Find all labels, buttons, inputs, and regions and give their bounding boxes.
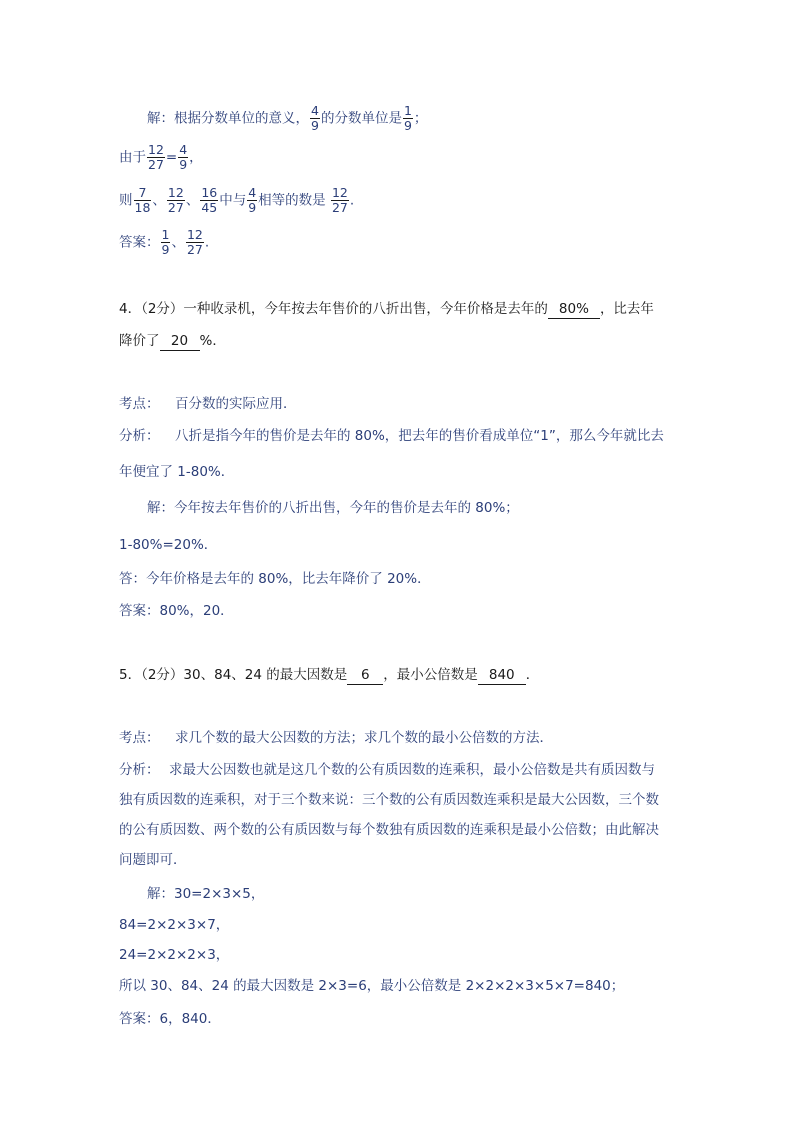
denominator: 9 xyxy=(161,242,170,257)
question-5 xyxy=(119,666,539,685)
text: 答案： xyxy=(119,234,160,251)
denominator: 9 xyxy=(248,200,257,215)
solution-line: 解：今年按去年售价的八折出售，今年的售价是去年的 80%； xyxy=(147,500,519,516)
denominator: 27 xyxy=(148,157,164,172)
fenxi-line: 的公有质因数、两个数的公有质因数与每个数独有质因数的连乘积是最小公倍数；由此解决 xyxy=(119,822,659,838)
text: 百分数的实际应用． xyxy=(175,396,297,412)
question-text: 降价了 xyxy=(119,333,160,349)
text: 八折是指今年的售价是去年的 80%，把去年的售价看成单位“1”，那么今年就比去 xyxy=(175,428,664,444)
fenxi-line: 独有质因数的连乘积，对于三个数来说：三个数的公有质因数连乘积是最大公因数，三个数 xyxy=(119,792,659,808)
kaodian-line xyxy=(119,729,553,747)
text: ； xyxy=(413,110,428,127)
question-text: 4．（2分）一种收录机，今年按去年售价的八折出售，今年价格是去年的 xyxy=(119,301,548,317)
answer-line xyxy=(119,228,209,257)
question-text: 5．（2分）30、84、24 的最大因数是 xyxy=(119,667,348,683)
fraction xyxy=(200,186,218,215)
numerator: 4 xyxy=(311,103,319,118)
denominator: 9 xyxy=(311,118,319,133)
denominator: 9 xyxy=(179,157,188,172)
solution-line xyxy=(119,143,203,172)
question-4 xyxy=(119,300,654,319)
numerator: 16 xyxy=(201,185,218,200)
numerator: 4 xyxy=(248,185,257,200)
text: . xyxy=(349,192,355,209)
text: 、 xyxy=(185,192,200,209)
question-text: ，最小公倍数是 xyxy=(383,667,478,683)
fraction xyxy=(403,104,413,133)
answer-blank: 80% xyxy=(548,300,600,319)
fraction xyxy=(186,228,204,257)
numerator: 1 xyxy=(161,227,170,242)
text: . xyxy=(204,234,210,251)
numerator: 12 xyxy=(186,227,203,242)
text: 则 xyxy=(119,192,133,209)
denominator: 45 xyxy=(201,200,218,215)
label: 考点： xyxy=(119,730,160,746)
fraction xyxy=(310,104,320,133)
denominator: 27 xyxy=(186,242,203,257)
fenxi-line xyxy=(119,761,655,779)
question-text: ． xyxy=(525,667,540,683)
numerator: 1 xyxy=(403,103,412,118)
calc-line: 所以 30、84、24 的最大因数是 2×3=6，最小公倍数是 2×2×2×3×5×7=840； xyxy=(119,978,625,994)
numerator: 4 xyxy=(179,142,188,157)
numerator: 12 xyxy=(148,142,164,157)
calc-line: 24=2×2×2×3， xyxy=(119,947,230,963)
answer-line: 答案：80%，20． xyxy=(119,603,234,619)
text: 、 xyxy=(152,192,166,209)
label: 考点： xyxy=(119,396,160,412)
fraction xyxy=(178,143,188,172)
fenxi-line: 年便宜了 1-80%． xyxy=(119,464,235,480)
answer-blank: 6 xyxy=(347,666,383,685)
numerator: 7 xyxy=(134,186,152,201)
fraction xyxy=(134,186,152,215)
numerator: 12 xyxy=(167,185,184,200)
solution-line xyxy=(119,186,354,215)
denominator: 27 xyxy=(167,200,184,215)
solution-line: 解：30=2×3×5， xyxy=(147,886,265,902)
text: 的分数单位是 xyxy=(320,110,402,127)
text: 由于 xyxy=(119,149,146,166)
numerator: 12 xyxy=(331,185,348,200)
text: 中与 xyxy=(219,192,247,209)
text: 求最大公因数也就是这几个数的公有质因数的连乘积，最小公倍数是共有质因数与 xyxy=(169,762,655,778)
text: 、 xyxy=(171,234,185,251)
calc-line: 1-80%=20%． xyxy=(119,537,218,553)
solution-line xyxy=(147,104,427,133)
text: = xyxy=(165,149,178,166)
denominator: 9 xyxy=(403,118,412,133)
kaodian-line xyxy=(119,395,297,413)
fraction xyxy=(331,186,349,215)
label: 分析： xyxy=(119,428,160,444)
denominator: 18 xyxy=(134,200,151,215)
calc-line: 84=2×2×3×7， xyxy=(119,917,230,933)
answer-blank: 20 xyxy=(160,332,200,351)
text: 相等的数是 xyxy=(258,192,330,209)
question-text: ，比去年 xyxy=(599,301,654,317)
fenxi-line xyxy=(119,427,664,445)
reply-line: 答：今年价格是去年的 80%，比去年降价了 20%． xyxy=(119,571,431,587)
question-4-cont xyxy=(119,332,226,351)
fenxi-line: 问题即可． xyxy=(119,852,187,868)
fraction xyxy=(161,228,171,257)
label: 分析： xyxy=(119,762,160,778)
fraction xyxy=(147,143,165,172)
answer-blank: 840 xyxy=(478,666,526,685)
fraction xyxy=(167,186,185,215)
fraction xyxy=(247,186,257,215)
text: ， xyxy=(189,149,203,166)
answer-line: 答案：6，840． xyxy=(119,1011,221,1027)
question-text: %． xyxy=(199,333,226,349)
text: 解：根据分数单位的意义， xyxy=(147,110,309,127)
text: 求几个数的最大公因数的方法；求几个数的最小公倍数的方法． xyxy=(175,730,553,746)
denominator: 27 xyxy=(331,200,348,215)
